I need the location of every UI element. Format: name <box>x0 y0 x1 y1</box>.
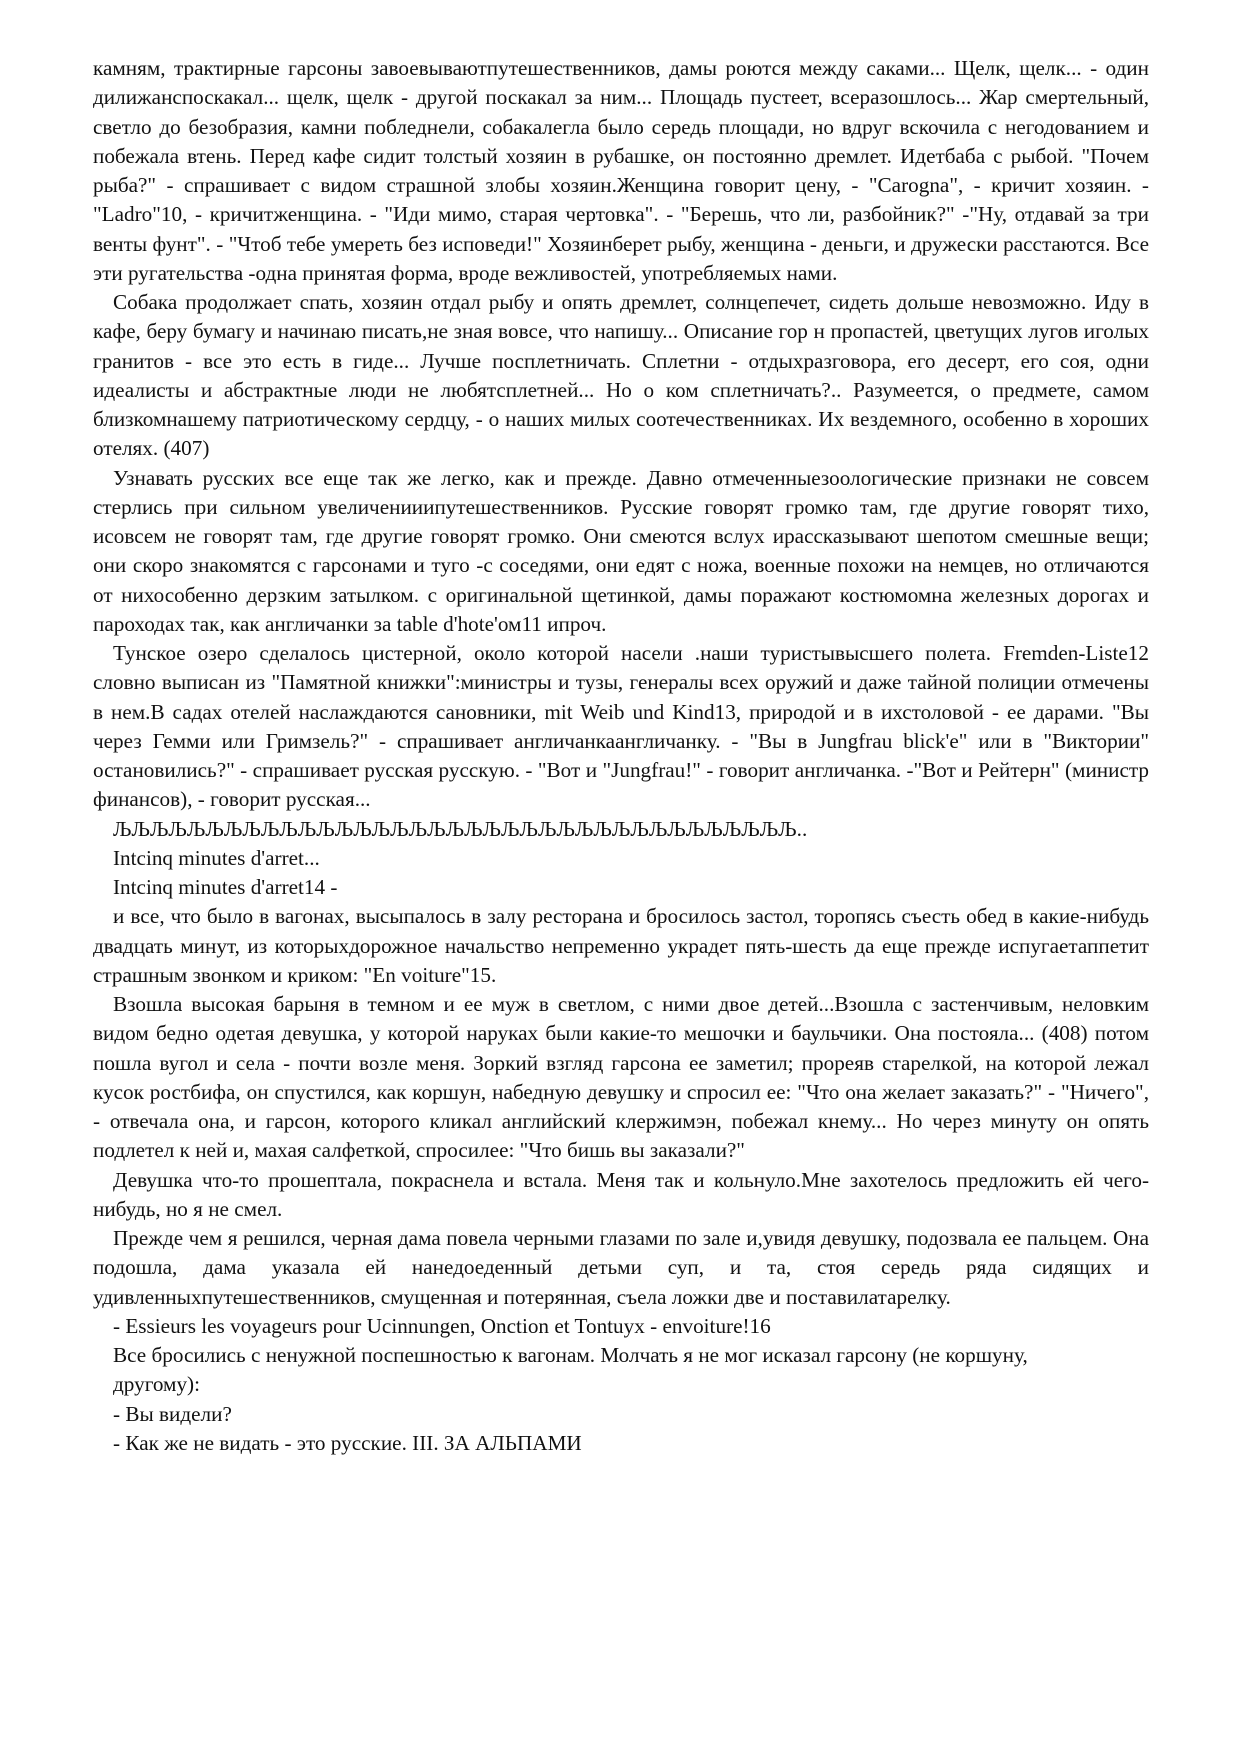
paragraph: Прежде чем я решился, черная дама повела черными глазами по зале и,увидя девушку, подозвала ее пальцем. Она подошла, дама указала ей нанедоеденный детьми суп, и та, стоя середь ряда сидящих и удивленныхпутешественников, смущенная и потерянная, съела ложки две и поставилатарелку. <box>93 1226 1149 1309</box>
paragraph: камням, трактирные гарсоны завоевываютпутешественников, дамы роются между саками... Щелк, щелк... - один дилижанспоскакал... щелк, щелк - другой поскакал за ним... Площадь пустеет, всеразошлось... Жар смертельный, светло до безобразия, камни побледнели, собакалегла было середь площади, но вдруг вскочила с негодованием и побежала втень. Перед кафе сидит толстый хозяин в рубашке, он постоянно дремлет. Идетбаба с рыбой. "Почем рыба?" - спрашивает с видом страшной злобы хозяин.Женщина говорит цену, - "Carogna", - кричит хозяин. - "Ladro"10, - кричитженщина. - "Иди мимо, старая чертовка". - "Берешь, что ли, разбойник?" -"Ну, отдавай за три венты фунт". - "Чтоб тебе умереть без исповеди!" Хозяинберет рыбу, женщина - деньги, и дружески расстаются. Все эти ругательства -одна принятая форма, вроде вежливостей, употребляемых нами. <box>93 56 1149 285</box>
paragraph: Все бросились с ненужной поспешностью к вагонам. Молчать я не мог исказал гарсону (не коршуну, <box>113 1343 1028 1367</box>
paragraph: Intcinq minutes d'arret... <box>113 845 320 870</box>
paragraph: Тунское озеро сделалось цистерной, около которой насели .наши туристывысшего полета. Fremden-Liste12 словно выписан из "Памятной книжки":министры и тузы, генералы всех оружий и даже тайной полиции отмечены в нем.В садах отелей наслаждаются сановники, mit Weib und Kind13, природой и в ихстоловой - ее дарами. "Вы через Гемми или Гримзель?" - спрашивает англичанкаангличанку. - "Вы в Jungfrau blick'e" или в "Виктории" остановились?" - спрашивает русская русскую. - "Вот и "Jungfrau!" - говорит англичанка. -"Вот и Рейтерн" (министр финансов), - говорит русская... <box>93 641 1149 812</box>
paragraph: Девушка что-то прошептала, покраснела и встала. Меня так и кольнуло.Мне захотелось предложить ей чего-нибудь, но я не смел. <box>93 1167 1149 1221</box>
paragraph: Собака продолжает спать, хозяин отдал рыбу и опять дремлет, солнцепечет, сидеть дольше невозможно. Иду в кафе, беру бумагу и начинаю писать,не зная вовсе, что напишу... Описание гор н пропастей, цветущих лугов иголых гранитов - все это есть в гиде... Лучше посплетничать. Сплетни - отдыхразговора, его десерт, его соя, одни идеалисты и абстрактные люди не любятсплетней... Но о ком сплетничать?.. Разумеется, о предмете, самом близкомнашему патриотическому сердцу, - о наших милых соотечественниках. Их вездемного, особенно в хороших отелях. (407) <box>93 290 1149 461</box>
body-text <box>93 54 1149 1458</box>
paragraph: Взошла высокая барыня в темном и ее муж в светлом, с ними двое детей...Взошла с застенчивым, неловким видом бедно одетая девушка, у которой наруках были какие-то мешочки и баульчики. Она постояла... (408) потом пошла вугол и села - почти возле меня. Зоркий взгляд гарсона ее заметил; прореяв старелкой, на которой лежал кусок ростбифа, он спустился, как коршун, набедную девушку и спросил ее: "Что она желает заказать?" - "Ничего", - отвечала она, и гарсон, которого кликал английский клержимэн, побежал кнему... Но через минуту он опять подлетел к ней и, махая салфеткой, спросилее: "Что бишь вы заказали?" <box>93 992 1149 1163</box>
paragraph: Intcinq minutes d'arret14 - <box>113 875 338 899</box>
paragraph: - Как же не видать - это русские. III. ЗА АЛЬПАМИ <box>113 1430 582 1455</box>
paragraph: Узнавать русских все еще так же легко, как и прежде. Давно отмеченныезоологические признаки не совсем стерлись при сильном увеличенииипутешественников. Русские говорят громко там, где другие говорят тихо, исовсем не говорят там, где другие говорят громко. Они смеются вслух ирассказывают шепотом смешные вещи; они скоро знакомятся с гарсонами и туго -с соседями, они едят с ножа, военные похожи на немцев, но отличаются от нихособенно дерзким затылком. с оригинальной щетинкой, дамы поражают костюмомна железных дорогах и пароходах так, как англичанки за table d'hote'ом11 ипроч. <box>93 465 1149 636</box>
paragraph: ЉЉЉЉЉЉЉЉЉЉЉЉЉЉЉЉЉЉЉЉЉЉЉЉЉЉЉЉЉЉЉЉЉЉЉЉЉ.. <box>113 816 808 841</box>
paragraph: - Essieurs les voyageurs pour Ucinnungen, Onction et Tontuyx - envoiture!16 <box>113 1313 771 1338</box>
paragraph: - Вы видели? <box>113 1401 232 1426</box>
paragraph: и все, что было в вагонах, высыпалось в залу ресторана и бросилось застол, торопясь съесть обед в какие-нибудь двадцать минут, из которыхдорожное начальство непременно украдет пять-шесть да еще прежде испугаетаппетит страшным звонком и криком: "En voiture"15. <box>93 904 1149 987</box>
paragraph: другому): <box>113 1372 200 1397</box>
